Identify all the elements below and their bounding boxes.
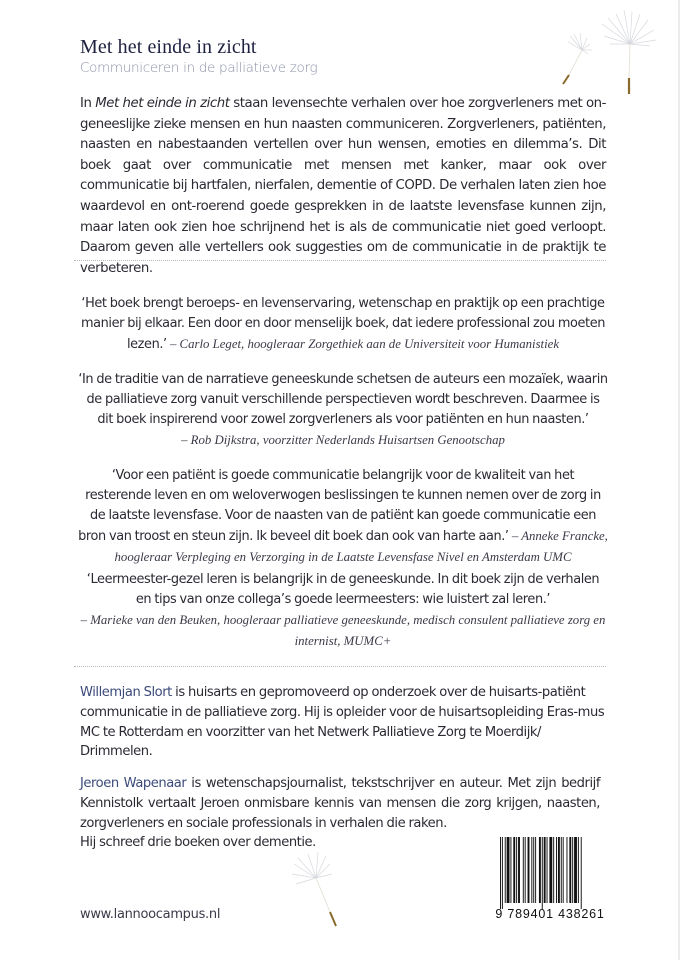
barcode-bar (525, 837, 526, 903)
barcode-bar (513, 837, 515, 903)
barcode-bar (567, 837, 568, 903)
barcode-bar (553, 837, 554, 903)
barcode-bar (531, 837, 532, 903)
barcode-bar (574, 837, 577, 903)
publisher-website-link[interactable]: www.lannoocampus.nl (80, 907, 221, 922)
quote-block (78, 466, 608, 568)
quote-text: ‘Leermeester-gezel leren is belangrijk in de geneeskunde. In dit boek zijn de verhalen en tips van onze collega’s goede leermeesters: wie luistert zal leren.’ (86, 572, 600, 607)
intro-paragraph (80, 94, 606, 279)
dandelion-seed-icon (600, 8, 680, 100)
quote-text: ‘Het boek brengt beroeps- en levenservaring, wetenschap en praktijk op een prachtige manier bij elkaar. Een door en door menselijk boek, dat iedere professional zou moeten lezen.’ (80, 296, 605, 352)
author-name: Jeroen Wapenaar (80, 776, 187, 791)
barcode-bar (539, 837, 541, 903)
author-name: Willemjan Slort (80, 685, 172, 700)
quote-attribution: – Carlo Leget, hoogleraar Zorgethiek aan de Universiteit voor Humanistiek (169, 337, 560, 351)
quote-attribution: – Marieke van den Beuken, hoogleraar palliatieve geneeskunde, medisch consulent palliatieve zorg en internist, MUMC+ (80, 613, 606, 648)
barcode-bar (578, 837, 579, 903)
barcode-bar (558, 837, 560, 903)
barcode-bar (556, 837, 557, 903)
dandelion-seed-icon (288, 850, 348, 930)
divider (74, 666, 606, 667)
barcode-bar (502, 837, 503, 909)
barcode-bar (507, 837, 510, 903)
divider (74, 260, 606, 261)
quote-block (78, 370, 608, 451)
intro-book-title: Met het einde in zicht (95, 96, 230, 111)
barcode (495, 833, 606, 925)
quote-attribution: – Rob Dijkstra, voorzitter Nederlands Huisartsen Genootschap (181, 433, 505, 447)
author-bio (80, 683, 606, 762)
quote-block (78, 570, 608, 652)
book-subtitle: Communiceren in de palliatieve zorg (80, 60, 318, 76)
book-title: Met het einde in zicht (80, 36, 257, 58)
barcode-bar (518, 837, 520, 903)
barcode-bar (500, 837, 501, 909)
barcode-bar (549, 837, 552, 903)
barcode-bar (505, 837, 506, 903)
barcode-bar (572, 837, 573, 903)
quote-block (78, 294, 608, 355)
barcode-bar (523, 837, 524, 903)
author-bio-text: is wetenschapsjournalist, tekstschrijver en auteur. Met zijn bedrijf Kennistolk vertaalt Jeroen onmisbare kennis van mensen die zorg krijgen, naasten, zorgverleners en sociale professionals in verhalen die raken. (80, 776, 600, 831)
barcode-bar (544, 837, 546, 903)
author-bio-last-line: Hij schreef drie boeken over dementie. (80, 835, 316, 851)
isbn-number: 9 789401 438261 (495, 907, 605, 921)
barcode-bar (581, 837, 582, 909)
quote-text: ‘In de traditie van de narratieve geneeskunde schetsen de auteurs een mozaïek, waarin de palliatieve zorg vanuit verschillende perspectieven wordt beschreven. Daarmee is dit boek inspirerend voor zowel zorgverleners als voor patiënten en hun naasten.’ (78, 372, 608, 427)
intro-prefix: In (80, 96, 96, 111)
barcode-bar (528, 837, 530, 903)
quote-attribution: – Anneke Francke, hoogleraar Verpleging en Verzorging in de Laatste Levensfase Nivel en Amsterdam UMC (114, 529, 608, 564)
barcode-bar (563, 837, 564, 903)
intro-text: staan levensechte verhalen over hoe zorgverleners met on-geneeslijke zieke mensen en hun naasten communiceren. Zorgverleners, patiënten, naasten en nabestaanden vertellen over hun wensen, emoties en dilemma’s. Dit boek gaat over communicatie met mensen met kanker, maar ook over communicatie bij hartfalen, nierfalen, dementie of COPD. De verhalen laten zien hoe waardevol en ont-roerend goede gesprekken in de laatste levensfase kunnen zijn, maar laten ook zien hoe schrijnend het is als de communicatie niet goed verloopt. Daarom geven alle vertellers ook suggesties om de communicatie in de praktijk te verbeteren. (80, 96, 606, 276)
author-bio-text: is huisarts en gepromoveerd op onderzoek over de huisarts-patiënt communicatie in de palliatieve zorg. Hij is opleider voor de huisartsopleiding Eras-mus MC te Rotterdam en voorzitter van het Netwerk Palliatieve Zorg te Moerdijk/ Drimmelen. (80, 685, 605, 760)
barcode-bar (542, 837, 543, 909)
barcode-icon (500, 837, 602, 909)
barcode-bar (533, 837, 534, 903)
barcode-bar (535, 837, 536, 903)
barcode-bar (516, 837, 517, 903)
barcode-bar (561, 837, 562, 903)
barcode-bar (569, 837, 571, 903)
quote-text: ‘Voor een patiënt is goede communicatie belangrijk voor de kwaliteit van het resterende leven en om weloverwogen beslissingen te kunnen nemen over de zorg in de laatste levensfase. Voor de naasten van de patiënt kan goede communicatie een bron van troost en steun zijn. Ik beveel dit boek dan ook van harte aan.’ (78, 468, 601, 544)
barcode-bar (510, 837, 511, 903)
barcode-bar (547, 837, 548, 903)
